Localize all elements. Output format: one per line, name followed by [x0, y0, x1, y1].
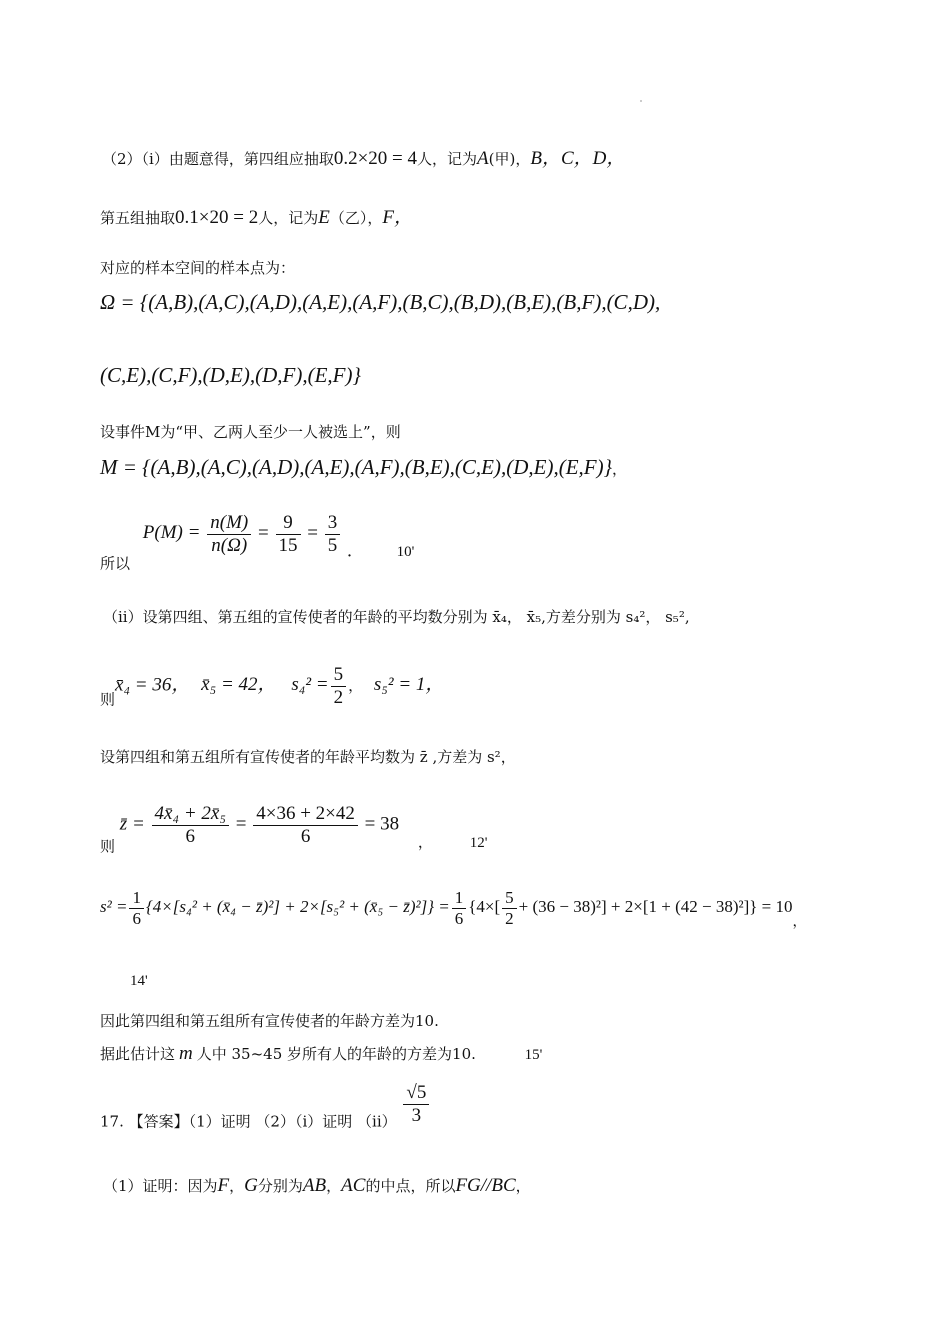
formula: G — [244, 1175, 258, 1196]
formula: z̄ = — [119, 813, 145, 835]
text: 所以 — [100, 554, 131, 573]
text: 人中 35~45 岁所有人的年龄的方差为10. — [196, 1045, 476, 1063]
fraction — [152, 803, 229, 848]
text: 人，记为 — [258, 209, 319, 227]
numerator: 5 — [502, 888, 517, 909]
fraction — [276, 512, 301, 557]
denominator: 3 — [411, 1104, 422, 1126]
formula-combined-variance — [100, 888, 807, 931]
formula: 0.2×20 = 4 — [333, 148, 418, 169]
numerator: 4×36 + 2×42 — [253, 803, 358, 826]
formula: B，C，D， — [530, 148, 626, 169]
formula: E — [318, 207, 330, 228]
formula: A — [477, 148, 489, 169]
formula-omega-part2: (C,E),(C,F),(D,E),(D,F),(E,F)} — [100, 363, 361, 387]
formula: AC — [341, 1175, 366, 1196]
formula: FG//BC — [455, 1175, 516, 1196]
denominator: 6 — [300, 825, 311, 847]
text: ， — [792, 914, 807, 931]
fraction — [325, 512, 341, 557]
score-mark: 14' — [130, 973, 148, 989]
line-sampling-group5 — [100, 207, 413, 230]
denominator: 6 — [454, 908, 464, 928]
line-combined-intro: 设第四组和第五组所有宣传使者的年龄平均数为 z̄ ,方差为 s²， — [100, 748, 516, 766]
numerator: 3 — [325, 512, 341, 535]
formula: m — [179, 1043, 193, 1064]
formula: = 38 — [364, 813, 400, 835]
line-estimate — [100, 1043, 542, 1066]
formula: {4×[s₄² + (x̄₄ − z̄)²] + 2×[s₅² + (x̄₅ − z̄)²]} = — [145, 897, 450, 917]
formula: s₄² = — [291, 674, 329, 696]
text: 17. 【答案】（1）证明 （2）（i）证明 （ii） — [100, 1112, 397, 1131]
formula: x̄₄ = 36， — [115, 674, 191, 696]
text: ， — [348, 676, 364, 695]
fraction — [403, 1082, 429, 1127]
text: （2）（i）由题意得，第四组应抽取 — [102, 150, 334, 168]
text: ， — [417, 833, 433, 852]
formula: + (36 − 38)²] + 2×[1 + (42 − 38)²]} = 10 — [518, 897, 793, 917]
text: 人，记为 — [417, 150, 478, 168]
line-combined-mean — [100, 803, 487, 855]
text: ， — [612, 460, 628, 478]
text: (甲)， — [488, 150, 531, 168]
line-sample-space-intro: 对应的样本空间的样本点为： — [100, 259, 296, 277]
line-variance-conclusion: 因此第四组和第五组所有宣传使者的年龄方差为10. — [100, 1012, 439, 1030]
formula: P(M) = — [142, 522, 201, 544]
formula: = — [307, 522, 319, 544]
denominator: 2 — [333, 686, 344, 708]
score-mark: 12' — [469, 835, 488, 852]
fraction — [331, 664, 347, 709]
text: 分别为 — [257, 1177, 303, 1195]
formula: F， — [382, 207, 413, 228]
line-answer-17 — [100, 1082, 431, 1130]
denominator: 5 — [327, 534, 338, 556]
score-mark: 10' — [396, 544, 415, 561]
denominator: 6 — [185, 825, 195, 847]
formula: AB — [302, 1175, 327, 1196]
formula: s₅² = 1， — [373, 674, 445, 696]
fraction — [207, 512, 251, 557]
line-probability — [100, 512, 414, 572]
numerator: 4x̄₄ + 2x̄₅ — [152, 803, 229, 826]
formula: F — [217, 1175, 230, 1196]
text: 第五组抽取 — [100, 209, 176, 227]
text: . — [347, 540, 352, 562]
line-means-variances: （ii）设第四组、第五组的宣传使者的年龄的平均数分别为 x̄₄， x̄₅,方差分别为 s₄²， s₅², — [103, 608, 690, 626]
numerator: 1 — [129, 888, 144, 909]
text: 的中点，所以 — [365, 1177, 456, 1195]
fraction — [129, 888, 144, 928]
denominator: 15 — [278, 534, 298, 556]
numerator: √5 — [403, 1082, 429, 1105]
text: ， — [515, 1177, 531, 1195]
denominator: 6 — [132, 908, 141, 928]
line-sampling-group4 — [102, 148, 625, 171]
text: ， — [229, 1177, 245, 1195]
formula: 0.1×20 = 2 — [175, 207, 259, 228]
formula: s² = — [100, 897, 128, 917]
text: ， — [326, 1177, 342, 1195]
line-proof-1 — [103, 1175, 531, 1198]
numerator: 9 — [276, 512, 301, 535]
fraction — [253, 803, 358, 848]
speck — [640, 100, 642, 102]
formula: M = {(A,B),(A,C),(A,D),(A,E),(A,F),(B,E),(C,E),(D,E),(E,F)} — [100, 455, 613, 479]
text: 据此估计这 — [100, 1045, 176, 1063]
denominator: n(Ω) — [211, 534, 248, 556]
formula: = — [235, 813, 247, 835]
formula: x̄₅ = 42， — [201, 674, 277, 696]
denominator: 2 — [505, 908, 514, 928]
fraction — [502, 888, 517, 928]
numerator: 1 — [452, 888, 467, 909]
numerator: 5 — [331, 664, 347, 687]
numerator: n(M) — [207, 512, 251, 535]
score-mark: 15' — [524, 1047, 543, 1063]
text: 则 — [100, 837, 116, 856]
line-given-values — [100, 664, 444, 709]
line-event-m: 设事件M为“甲、乙两人至少一人被选上”，则 — [100, 423, 401, 441]
formula-event-m — [100, 455, 627, 480]
text: （乙）， — [329, 209, 383, 227]
text: （1）证明：因为 — [103, 1177, 218, 1195]
formula: {4×[ — [468, 897, 501, 917]
fraction — [452, 888, 467, 928]
text: 则 — [100, 690, 116, 709]
formula-omega-part1: Ω = {(A,B),(A,C),(A,D),(A,E),(A,F),(B,C),(B,D),(B,E),(B,F),(C,D), — [100, 290, 661, 314]
formula: = — [258, 522, 269, 544]
